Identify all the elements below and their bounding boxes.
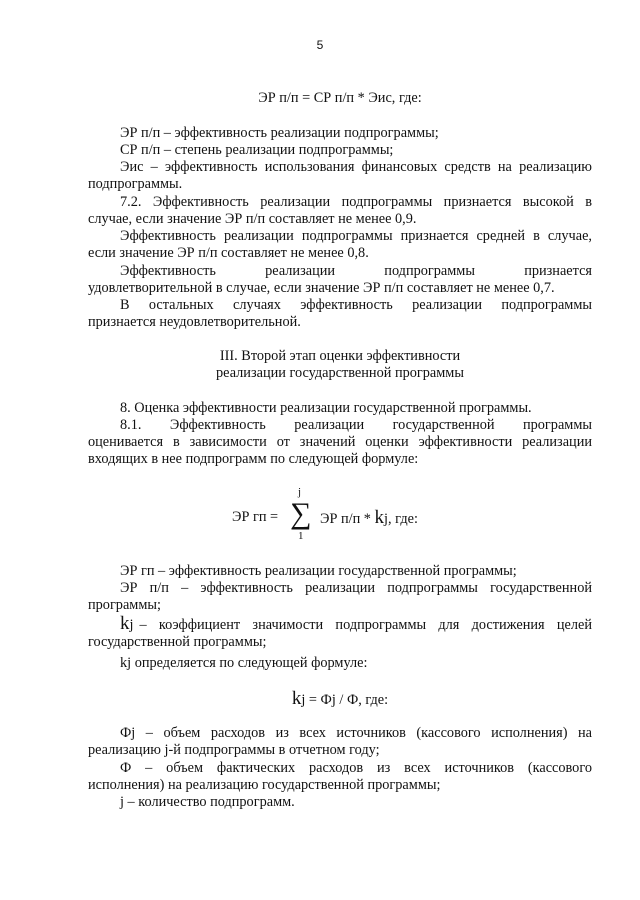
formula-ergp-term	[320, 509, 418, 528]
definition-f: Ф – объем фактических расходов из всех источников (кассового	[120, 760, 592, 776]
kj-symbol-sub: j	[129, 617, 134, 633]
paragraph-7-2: 7.2. Эффективность реализации подпрограммы признается высокой в	[120, 194, 592, 210]
formula-kj-k: k	[291, 688, 302, 709]
definition-erpp: ЭР п/п – эффективность реализации подпрограммы;	[120, 125, 439, 141]
paragraph-8-1: 8.1. Эффективность реализации государственной программы	[120, 417, 592, 433]
sum-symbol: ∑	[290, 497, 312, 530]
formula-ergp-erpp: ЭР п/п *	[320, 511, 371, 527]
paragraph-other: В остальных случаях эффективность реализации подпрограммы	[120, 297, 592, 313]
formula-ergp-tail: , где:	[388, 511, 418, 527]
definition-eis-cont: подпрограммы.	[88, 176, 183, 192]
paragraph-medium-cont: если значение ЭР п/п составляет не менее 0,8.	[88, 245, 369, 261]
definition-kj-cont: государственной программы;	[88, 634, 267, 650]
definition-j: j – количество подпрограмм.	[120, 794, 295, 810]
formula-ergp-k-sub: j	[384, 511, 389, 527]
formula-kj-sub: j	[301, 692, 306, 708]
paragraph-8-1-cont1: оценивается в зависимости от значений оценки эффективности реализации	[88, 434, 592, 450]
page-number: 5	[316, 38, 324, 52]
sum-lower-limit: 1	[298, 530, 304, 542]
kj-formula-intro: kj определяется по следующей формуле:	[120, 655, 368, 671]
formula-kj	[88, 690, 592, 709]
formula-erpp: ЭР п/п = СР п/п * Эис, где:	[258, 90, 422, 106]
kj-symbol-k: k	[120, 613, 130, 634]
formula-kj-rest: = Фj / Ф, где:	[305, 692, 389, 708]
formula-ergp-lhs: ЭР гп =	[232, 509, 279, 525]
section-title: III. Второй этап оценки эффективности	[219, 348, 461, 364]
definition-eis: Эис – эффективность использования финансовых средств на реализацию	[120, 159, 592, 175]
paragraph-satisfactory: Эффективность реализации подпрограммы признается	[120, 263, 592, 279]
definition-f-cont: исполнения) на реализацию государственной программы;	[88, 777, 441, 793]
paragraph-7-2-cont: случае, если значение ЭР п/п составляет не менее 0,9.	[88, 211, 417, 227]
definition-erpp-gp-cont: программы;	[88, 597, 161, 613]
paragraph-8: 8. Оценка эффективности реализации государственной программы.	[120, 400, 532, 416]
definition-kj	[120, 615, 592, 634]
formula-ergp-k: k	[374, 507, 385, 528]
sum-upper-limit: j	[298, 486, 302, 498]
definition-fj: Фj – объем расходов из всех источников (кассового исполнения) на	[120, 725, 592, 741]
definition-fj-cont: реализацию j-й подпрограммы в отчетном году;	[88, 742, 380, 758]
definition-kj-text: – коэффициент значимости подпрограммы для достижения целей	[139, 617, 592, 633]
kj-symbol	[120, 615, 133, 634]
definition-ergp: ЭР гп – эффективность реализации государственной программы;	[120, 563, 517, 579]
paragraph-other-cont: признается неудовлетворительной.	[88, 314, 301, 330]
definition-srpp: СР п/п – степень реализации подпрограммы;	[120, 142, 394, 158]
paragraph-satisfactory-cont: удовлетворительной в случае, если значение ЭР п/п составляет не менее 0,7.	[88, 280, 555, 296]
paragraph-medium: Эффективность реализации подпрограммы признается средней в случае,	[120, 228, 592, 244]
section-title-cont: реализации государственной программы	[216, 365, 464, 381]
paragraph-8-1-cont2: входящих в нее подпрограмм по следующей формуле:	[88, 451, 419, 467]
definition-erpp-gp: ЭР п/п – эффективность реализации подпрограммы государственной	[120, 580, 592, 596]
